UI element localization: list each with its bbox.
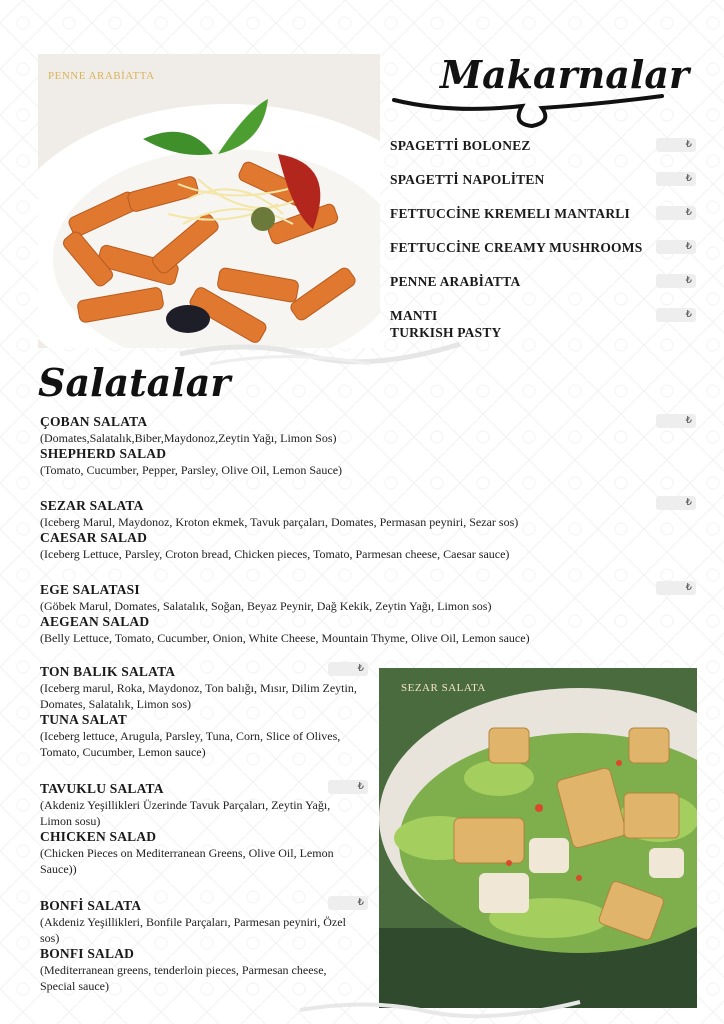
salad-desc-tr: (Iceberg Marul, Maydonoz, Kroton ekmek, Tavuk parçaları, Domates, Permasan peyniri, Sezar sos) [40, 515, 519, 529]
salad-desc-en: (Chicken Pieces on Mediterranean Greens, Olive Oil, Lemon Sauce)) [40, 846, 334, 876]
salad-item [40, 414, 650, 478]
pasta-section-title: Makarnalar [440, 52, 689, 97]
pasta-item-name: MANTI [390, 308, 438, 323]
salad-name-en: CHICKEN SALAD [40, 829, 157, 844]
pasta-item-name: FETTUCCİNE CREAMY MUSHROOMS [390, 240, 643, 255]
penne-arabiatta-photo [38, 54, 380, 348]
price-box: ₺ [656, 496, 696, 510]
salad-desc-tr: (Domates,Salatalık,Biber,Maydonoz,Zeytin Yağı, Limon Sos) [40, 431, 337, 445]
pasta-plate-illustration [38, 54, 380, 348]
pasta-item-name: SPAGETTİ BOLONEZ [390, 138, 531, 153]
salad-name-tr: SEZAR SALATA [40, 498, 144, 513]
salad-desc-tr: (Iceberg marul, Roka, Maydonoz, Ton balığı, Mısır, Dilim Zeytin, Domates, Salatalık, Limon sos) [40, 681, 357, 711]
price-box: ₺ [656, 581, 696, 595]
salad-item [40, 664, 372, 760]
salad-desc-en: (Mediterranean greens, tenderloin pieces, Parmesan cheese, Special sauce) [40, 963, 327, 993]
salad-name-tr: BONFİ SALATA [40, 898, 142, 913]
salad-name-en: SHEPHERD SALAD [40, 446, 167, 461]
salad-item [40, 498, 650, 562]
salad-section-title: Salatalar [38, 360, 231, 405]
salad-name-tr: TON BALIK SALATA [40, 664, 176, 679]
salad-name-en: AEGEAN SALAD [40, 614, 150, 629]
sezar-salata-photo [379, 668, 697, 1008]
salad-name-en: BONFI SALAD [40, 946, 135, 961]
salad-desc-en: (Belly Lettuce, Tomato, Cucumber, Onion, White Cheese, Mountain Thyme, Olive Oil, Lemon sauce) [40, 631, 530, 645]
salad-desc-tr: (Göbek Marul, Domates, Salatalık, Soğan, Beyaz Peynir, Dağ Kekik, Zeytin Yağı, Limon sos) [40, 599, 492, 613]
caesar-salad-illustration [379, 668, 697, 1008]
price-box: ₺ [656, 206, 696, 220]
salad-desc-en: (Tomato, Cucumber, Pepper, Parsley, Olive Oil, Lemon Sauce) [40, 463, 343, 477]
pasta-item-name-secondary: TURKISH PASTY [390, 325, 502, 340]
salad-desc-tr: (Akdeniz Yeşillikleri Üzerinde Tavuk Parçaları, Zeytin Yağı, Limon sosu) [40, 798, 331, 828]
salad-name-en: CAESAR SALAD [40, 530, 148, 545]
pasta-item-name: PENNE ARABİATTA [390, 274, 521, 289]
price-box: ₺ [656, 308, 696, 322]
salad-desc-en: (Iceberg Lettuce, Parsley, Croton bread, Chicken pieces, Tomato, Parmesan cheese, Caesar sauce) [40, 547, 510, 561]
price-box: ₺ [656, 414, 696, 428]
pasta-photo-label: PENNE ARABİATTA [48, 70, 155, 82]
salad-item [40, 582, 650, 646]
salad-name-tr: ÇOBAN SALATA [40, 414, 148, 429]
salad-item [40, 898, 358, 994]
price-box: ₺ [656, 172, 696, 186]
price-box: ₺ [328, 662, 368, 676]
pasta-item-name: SPAGETTİ NAPOLİTEN [390, 172, 545, 187]
price-box: ₺ [328, 780, 368, 794]
salad-name-en: TUNA SALAT [40, 712, 127, 727]
salad-name-tr: EGE SALATASI [40, 582, 140, 597]
price-box: ₺ [656, 240, 696, 254]
pasta-item-name: FETTUCCİNE KREMELI MANTARLI [390, 206, 630, 221]
salad-desc-tr: (Akdeniz Yeşillikleri, Bonfile Parçaları, Parmesan peyniri, Özel sos) [40, 915, 346, 945]
price-box: ₺ [328, 896, 368, 910]
salad-desc-en: (Iceberg lettuce, Arugula, Parsley, Tuna, Corn, Slice of Olives, Tomato, Cucumber, Lemon sauce) [40, 729, 341, 759]
price-box: ₺ [656, 274, 696, 288]
salad-item [40, 781, 358, 877]
decorative-swirl [290, 996, 590, 1024]
price-box: ₺ [656, 138, 696, 152]
salad-photo-label: SEZAR SALATA [401, 682, 486, 694]
salad-name-tr: TAVUKLU SALATA [40, 781, 164, 796]
title-swash-ornament [392, 92, 664, 132]
